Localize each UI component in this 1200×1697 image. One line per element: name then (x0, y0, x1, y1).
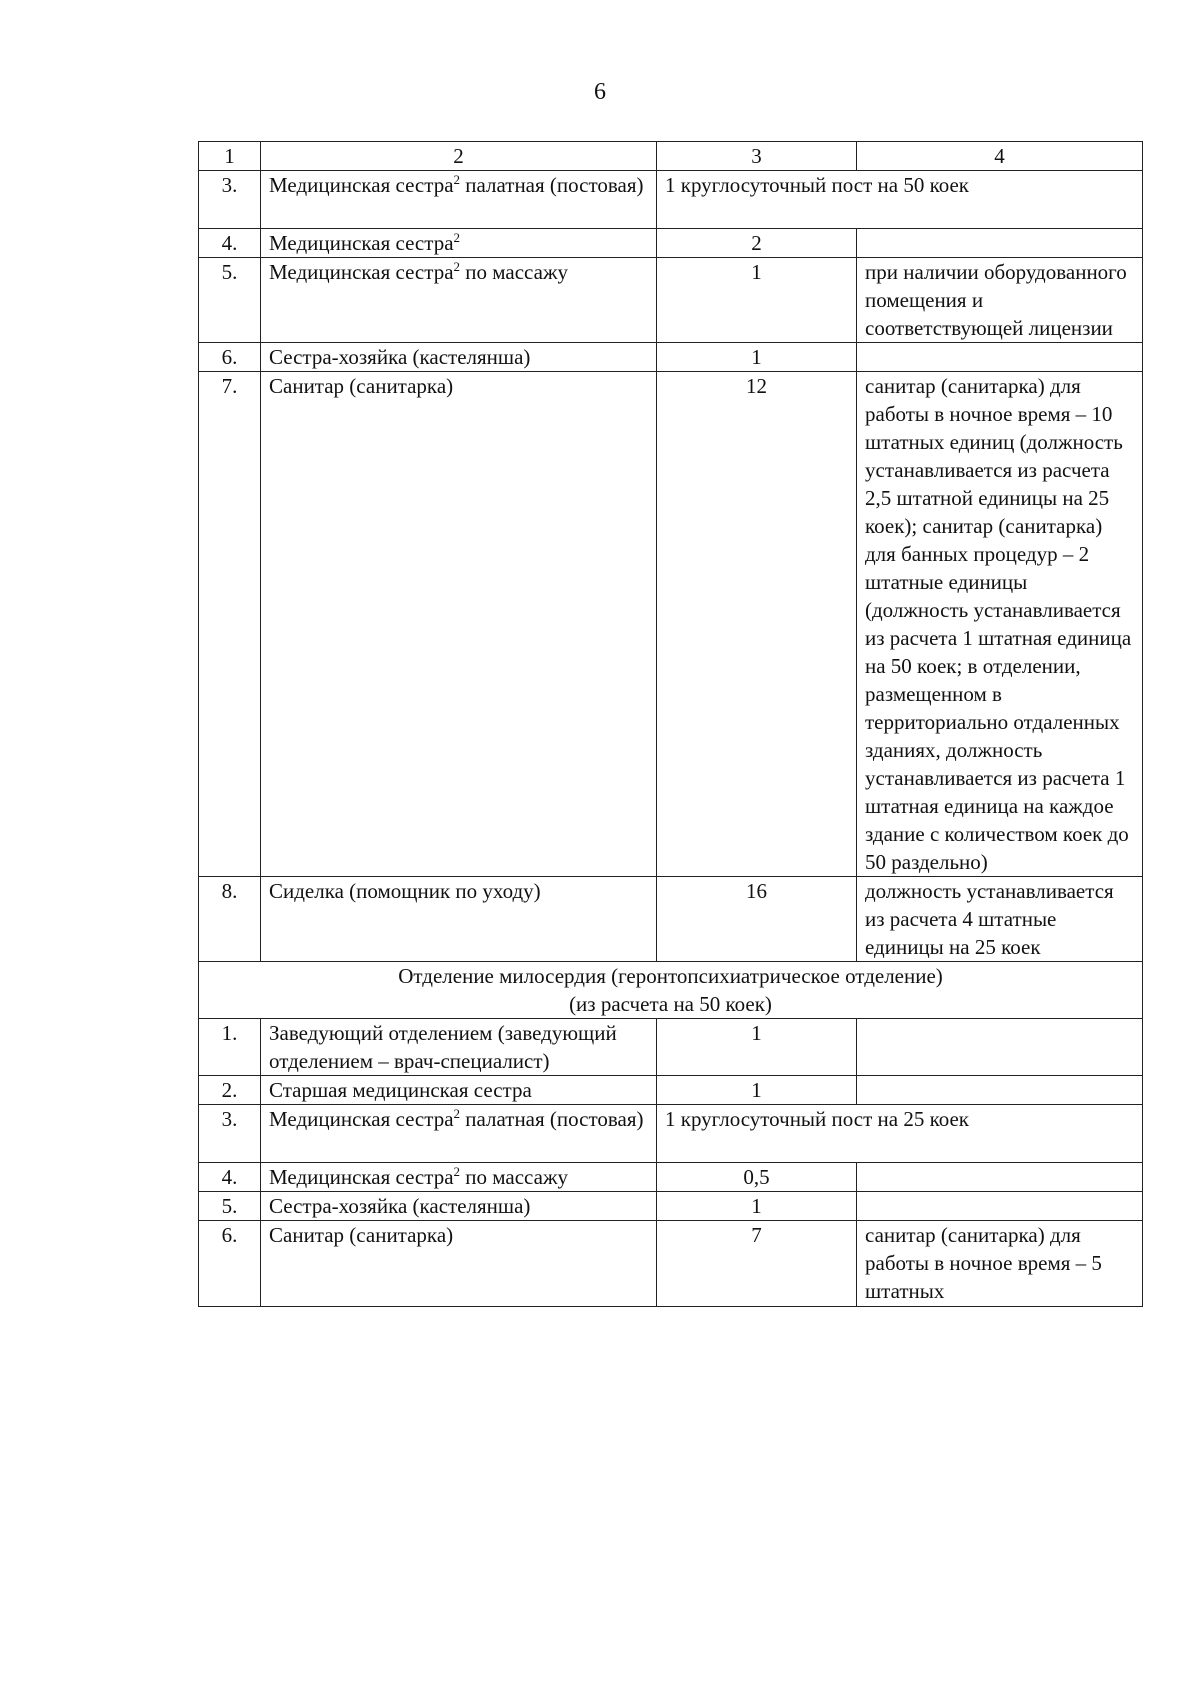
position-name: Санитар (санитарка) (261, 1221, 657, 1307)
position-name: Сестра-хозяйка (кастелянша) (261, 1192, 657, 1221)
position-name: Медицинская сестра$^2$ палатная (постовая) (261, 1105, 657, 1163)
row-index: 7. (199, 372, 261, 877)
row-index: 4. (199, 229, 261, 258)
note (857, 1163, 1143, 1192)
row-index: 3. (199, 171, 261, 229)
position-name: Сестра-хозяйка (кастелянша) (261, 343, 657, 372)
table-row (199, 171, 1143, 229)
section-title-line-2: (из расчета на 50 коек) (569, 992, 772, 1016)
staff-count: 16 (657, 877, 857, 962)
note (857, 1076, 1143, 1105)
position-name: Медицинская сестра$^2$ по массажу (261, 1163, 657, 1192)
row-index: 6. (199, 343, 261, 372)
table-row (199, 372, 1143, 877)
row-index: 5. (199, 258, 261, 343)
row-index: 4. (199, 1163, 261, 1192)
note: при наличии оборудованного помещения и соответствующей лицензии (857, 258, 1143, 343)
section-title (199, 962, 1143, 1019)
table-row (199, 1221, 1143, 1307)
staff-count: 7 (657, 1221, 857, 1307)
position-name: Санитар (санитарка) (261, 372, 657, 877)
table-row (199, 258, 1143, 343)
table-header-row (199, 142, 1143, 171)
table-row (199, 1192, 1143, 1221)
header-col-4: 4 (857, 142, 1143, 171)
merged-value: 1 круглосуточный пост на 25 коек (657, 1105, 1143, 1163)
header-col-3: 3 (657, 142, 857, 171)
header-col-2: 2 (261, 142, 657, 171)
note (857, 343, 1143, 372)
note: санитар (санитарка) для работы в ночное время – 10 штатных единиц (должность устанавливается из расчета 2,5 штатной единицы на 25 коек); санитар (санитарка) для банных процедур – 2 штатные единицы (должность устанавливается из расчета 1 штатная единица на 50 коек; в отделении, размещенном в территориально отдаленных зданиях, должность устанавливается из расчета 1 штатная единица на каждое здание с количеством коек до 50 раздельно) (857, 372, 1143, 877)
position-name: Старшая медицинская сестра (261, 1076, 657, 1105)
staff-count: 1 (657, 343, 857, 372)
row-index: 6. (199, 1221, 261, 1307)
page-number: 6 (594, 79, 606, 105)
note: должность устанавливается из расчета 4 штатные единицы на 25 коек (857, 877, 1143, 962)
merged-value: 1 круглосуточный пост на 50 коек (657, 171, 1143, 229)
position-name: Медицинская сестра$^2$ по массажу (261, 258, 657, 343)
table-row (199, 877, 1143, 962)
table-row (199, 1076, 1143, 1105)
note: санитар (санитарка) для работы в ночное время – 5 штатных (857, 1221, 1143, 1307)
row-index: 1. (199, 1019, 261, 1076)
staff-count: 1 (657, 258, 857, 343)
staff-count: 1 (657, 1076, 857, 1105)
table-row (199, 1019, 1143, 1076)
row-index: 5. (199, 1192, 261, 1221)
staff-count: 12 (657, 372, 857, 877)
position-name: Заведующий отделением (заведующий отделением – врач-специалист) (261, 1019, 657, 1076)
staffing-table (198, 141, 1143, 1307)
section-title-line-1: Отделение милосердия (геронтопсихиатрическое отделение) (398, 964, 943, 988)
row-index: 3. (199, 1105, 261, 1163)
row-index: 8. (199, 877, 261, 962)
staff-count: 1 (657, 1192, 857, 1221)
staff-count: 0,5 (657, 1163, 857, 1192)
note (857, 1192, 1143, 1221)
note (857, 1019, 1143, 1076)
section-header-row (199, 962, 1143, 1019)
position-name: Сиделка (помощник по уходу) (261, 877, 657, 962)
staff-count: 2 (657, 229, 857, 258)
table-row (199, 1105, 1143, 1163)
position-name: Медицинская сестра$^2$ палатная (постовая) (261, 171, 657, 229)
table-row (199, 229, 1143, 258)
row-index: 2. (199, 1076, 261, 1105)
table-row (199, 343, 1143, 372)
note (857, 229, 1143, 258)
staff-count: 1 (657, 1019, 857, 1076)
header-col-1: 1 (199, 142, 261, 171)
position-name: Медицинская сестра$^2$ (261, 229, 657, 258)
table-row (199, 1163, 1143, 1192)
